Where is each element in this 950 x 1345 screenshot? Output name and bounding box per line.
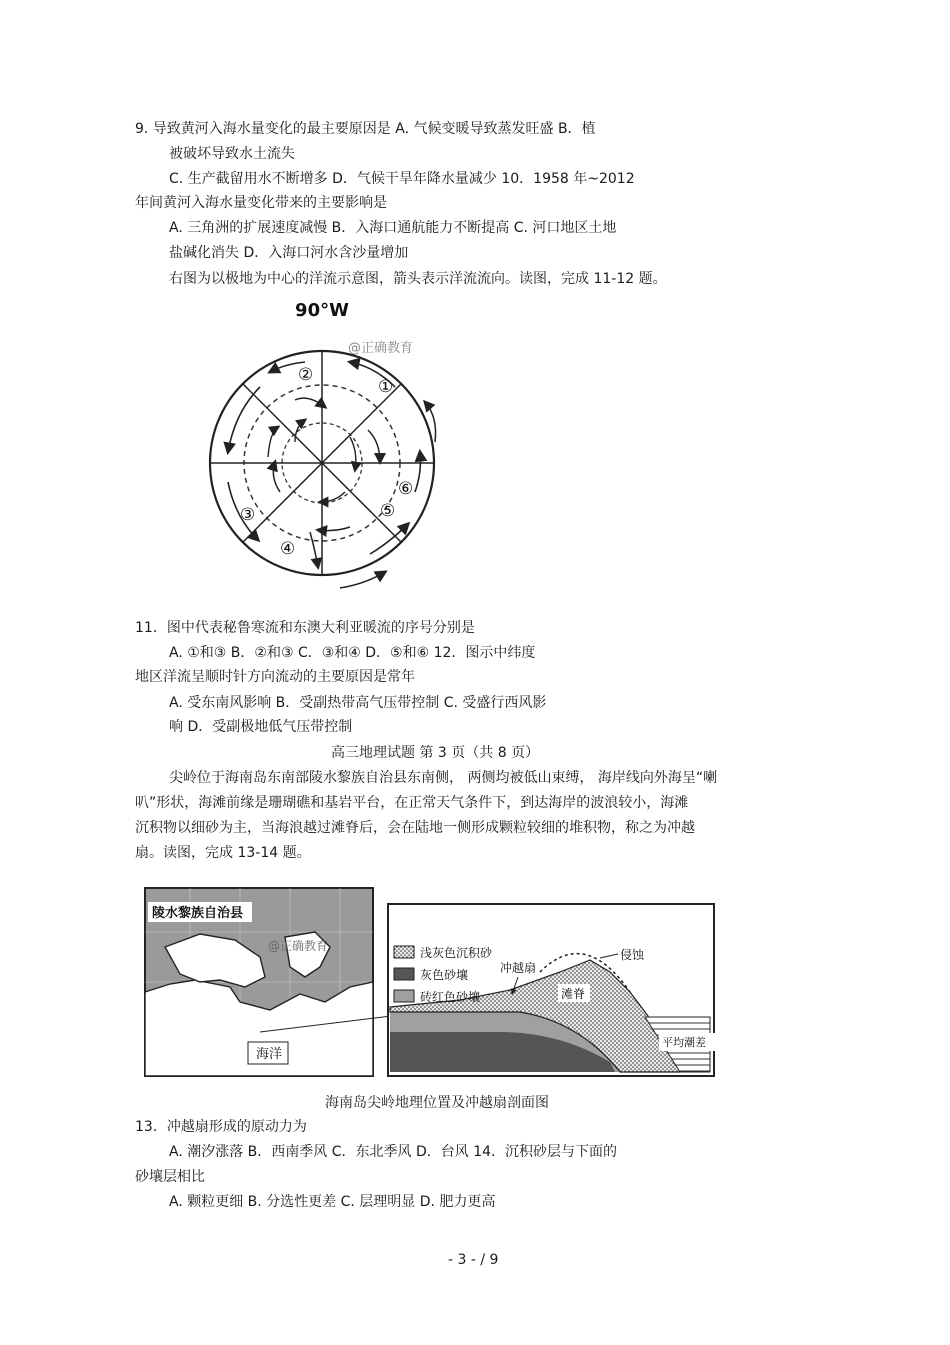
q13-line2: A. 潮汐涨落 B．西南季风 C．东北季风 D．台风 14．沉积砂层与下面的: [169, 1144, 618, 1160]
q10-line3: 盐碱化消失 D．入海口河水含沙量增加: [169, 245, 409, 261]
marker-5: ⑤: [380, 501, 396, 521]
page-footer: - 3 - / 9: [448, 1252, 499, 1268]
legend-sediment-sand: 浅灰色沉积砂: [420, 946, 493, 960]
marker-3: ③: [240, 505, 256, 525]
overwash-fan-label: 冲越扇: [500, 961, 537, 975]
q12-line3: 响 D．受副极地低气压带控制: [169, 719, 353, 735]
marker-1: ①: [378, 377, 394, 397]
q9-line1: 9. 导致黄河入海水量变化的最主要原因是 A. 气候变暖导致蒸发旺盛 B．植: [135, 121, 596, 137]
q14-line1: 砂壤层相比: [135, 1169, 205, 1185]
q10-line1: 年间黄河入海水量变化带来的主要影响是: [135, 195, 387, 211]
map-title: 陵水黎族自治县: [152, 906, 244, 921]
q11-line2: A. ①和③ B．②和③ C．③和④ D．⑤和⑥ 12．图示中纬度: [169, 645, 536, 661]
legend-red-loam: 砖红色砂壤: [420, 990, 481, 1004]
q13-line1: 13．冲越扇形成的原动力为: [135, 1119, 307, 1135]
beach-ridge-label: 滩脊: [561, 987, 586, 1001]
marker-2: ②: [298, 365, 314, 385]
ocean-label: 海洋: [256, 1047, 283, 1062]
q14-line2: A. 颗粒更细 B. 分选性更差 C. 层理明显 D. 肥力更高: [169, 1194, 496, 1210]
q9-line3: C. 生产截留用水不断增多 D．气候干旱年降水量减少 10．1958 年~2012: [169, 171, 635, 187]
page-header: 高三地理试题 第 3 页（共 8 页）: [331, 745, 540, 761]
figure1-top-label: 90°W: [295, 300, 349, 321]
legend-gray-loam: 灰色砂壤: [420, 968, 469, 982]
q11-line1: 11．图中代表秘鲁寒流和东澳大利亚暖流的序号分别是: [135, 620, 475, 636]
figure1-intro: 右图为以极地为中心的洋流示意图，箭头表示洋流流向。读图，完成 11-12 题。: [169, 271, 667, 287]
passage-line3: 沉积物以细砂为主，当海浪越过滩脊后，会在陆地一侧形成颗粒较细的堆积物，称之为冲越: [135, 820, 695, 836]
erosion-label: 侵蚀: [620, 948, 645, 962]
passage-line1: 尖岭位于海南岛东南部陵水黎族自治县东南侧， 两侧均被低山束缚， 海岸线向外海呈“喇: [169, 770, 718, 786]
q12-line1: 地区洋流呈顺时针方向流动的主要原因是常年: [135, 669, 415, 685]
q12-line2: A. 受东南风影响 B．受副热带高气压带控制 C. 受盛行西风影: [169, 695, 547, 711]
figure1-watermark: @正确教育: [348, 341, 414, 356]
figure2-caption: 海南岛尖岭地理位置及冲越扇剖面图: [325, 1095, 549, 1111]
map-watermark: @正确教育: [268, 939, 329, 953]
q9-line2: 被破坏导致水土流失: [169, 146, 295, 162]
passage-line2: 叭”形状，海滩前缘是珊瑚礁和基岩平台，在正常天气条件下，到达海岸的波浪较小，海滩: [135, 795, 689, 811]
q10-line2: A. 三角洲的扩展速度减慢 B．入海口通航能力不断提高 C. 河口地区土地: [169, 220, 617, 236]
overwash-fan-figure: [140, 882, 720, 1082]
passage-line4: 扇。读图，完成 13-14 题。: [135, 845, 311, 861]
marker-4: ④: [280, 539, 296, 559]
mean-tide-label: 平均潮差: [662, 1036, 706, 1049]
ocean-current-diagram: [200, 292, 460, 612]
marker-6: ⑥: [398, 479, 414, 499]
